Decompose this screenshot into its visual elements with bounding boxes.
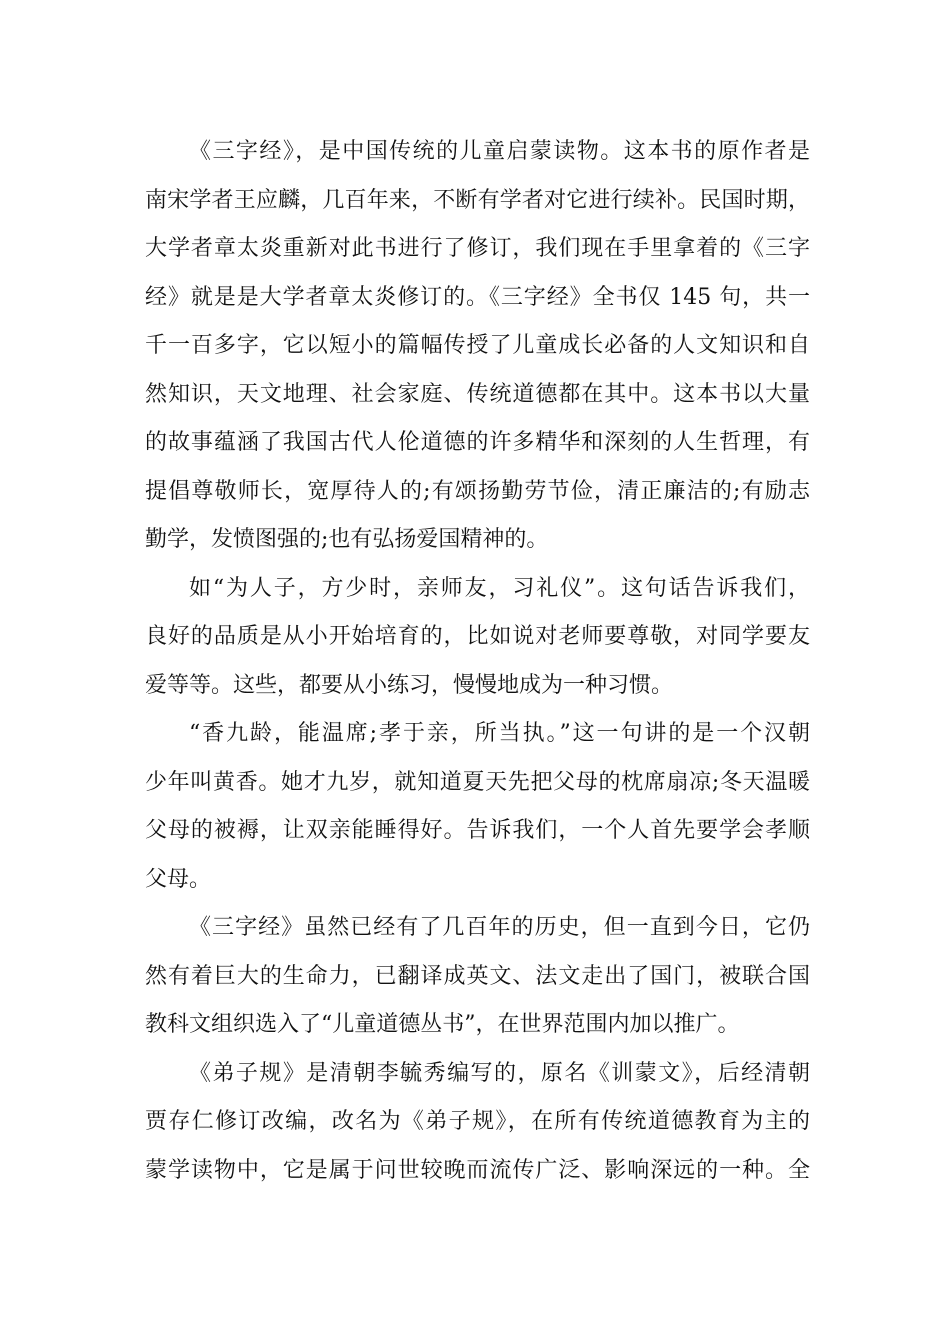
text-line: 大学者章太炎重新对此书进行了修订，我们现在手里拿着的《三字 (145, 236, 810, 261)
text-line: 千一百多字，它以短小的篇幅传授了儿童成长必备的人文知识和自 (145, 333, 810, 358)
text-line: 蒙学读物中，它是属于问世较晚而流传广泛、影响深远的一种。全 (145, 1157, 810, 1183)
text-line: 教科文组织选入了“儿童道德丛书”，在世界范围内加以推广。 (145, 1012, 740, 1037)
text-line: 少年叫黄香。她才九岁，就知道夏天先把父母的枕席扇凉;冬天温暖 (145, 769, 810, 795)
text-line: 《三字经》，是中国传统的儿童启蒙读物。这本书的原作者是 (189, 139, 810, 164)
text-line: 勤学，发愤图强的;也有弘扬爱国精神的。 (145, 527, 549, 552)
text-line: 然知识，天文地理、社会家庭、传统道德都在其中。这本书以大量 (145, 381, 810, 407)
text-line: 父母。 (145, 866, 212, 892)
text-line: 父母的被褥，让双亲能睡得好。告诉我们，一个人首先要学会孝顺 (145, 818, 810, 843)
text-line: 《三字经》虽然已经有了几百年的历史，但一直到今日，它仍 (189, 915, 810, 940)
text-line: 南宋学者王应麟，几百年来，不断有学者对它进行续补。民国时期， (145, 187, 810, 213)
text-line: “香九龄，能温席;孝于亲，所当执。”这一句讲的是一个汉朝 (189, 721, 810, 746)
text-line: 如“为人子，方少时，亲师友，习礼仪”。这句话告诉我们， (189, 575, 810, 601)
text-line: 经》就是是大学者章太炎修订的。《三字经》全书仅 145 句，共一 (145, 284, 810, 310)
text-line: 《弟子规》是清朝李毓秀编写的，原名《训蒙文》，后经清朝 (189, 1060, 810, 1086)
text-line: 然有着巨大的生命力，已翻译成英文、法文走出了国门，被联合国 (145, 963, 810, 989)
text-line: 贾存仁修订改编，改名为《弟子规》，在所有传统道德教育为主的 (145, 1109, 810, 1134)
text-line: 提倡尊敬师长，宽厚待人的;有颂扬勤劳节俭，清正廉洁的;有励志 (145, 478, 810, 504)
text-line: 良好的品质是从小开始培育的，比如说对老师要尊敬，对同学要友 (145, 624, 810, 649)
text-line: 爱等等。这些，都要从小练习，慢慢地成为一种习惯。 (145, 672, 674, 698)
text-line: 的故事蕴涵了我国古代人伦道德的许多精华和深刻的人生哲理，有 (145, 430, 810, 455)
body-text (145, 128, 810, 1195)
